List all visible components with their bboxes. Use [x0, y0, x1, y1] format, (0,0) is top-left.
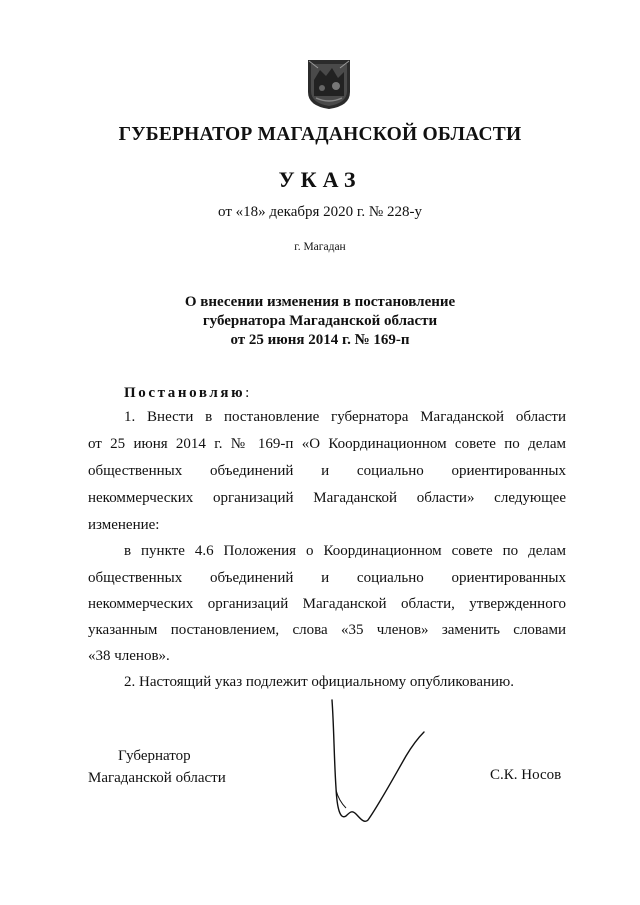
- ordain-word: Постановляю: [124, 385, 246, 401]
- subject-line: от 25 июня 2014 г. № 169-п: [230, 332, 410, 348]
- ordain-colon: :: [245, 385, 252, 401]
- body-line: 1. Внести в постановление губернатора Магаданской области: [124, 409, 566, 425]
- signatory-name: С.К. Носов: [490, 767, 562, 783]
- ordain-heading: [124, 385, 252, 402]
- body-line: некоммерческих организаций Магаданской области, утвержденного: [88, 596, 566, 612]
- document-type: УКАЗ: [278, 167, 362, 192]
- body-line: в пункте 4.6 Положения о Координационном совете по делам: [124, 543, 566, 559]
- body-line: от 25 июня 2014 г. № 169-п «О Координационном совете по делам: [88, 436, 566, 452]
- signatory-position: [88, 745, 226, 789]
- document-title: ГУБЕРНАТОР МАГАДАНСКОЙ ОБЛАСТИ: [118, 124, 522, 145]
- document-city: г. Магадан: [294, 241, 346, 253]
- position-line: Магаданской области: [88, 770, 226, 786]
- body-line: общественных объединений и социально ориентированных: [88, 570, 566, 586]
- body-line: 2. Настоящий указ подлежит официальному опубликованию.: [124, 674, 515, 690]
- body-line: общественных объединений и социально ориентированных: [88, 463, 566, 479]
- handwritten-signature: [320, 698, 440, 838]
- body-line: указанным постановлением, слова «35 членов» заменить словами: [88, 622, 566, 638]
- document-subject: [0, 293, 640, 350]
- subject-line: губернатора Магаданской области: [202, 313, 438, 329]
- body-line: изменение:: [88, 517, 160, 533]
- position-line: Губернатор: [118, 748, 191, 764]
- subject-line: О внесении изменения в постановление: [184, 294, 456, 310]
- body-line: «38 членов».: [88, 648, 170, 664]
- body-line: некоммерческих организаций Магаданской области» следующее: [88, 490, 566, 506]
- document-date-number: от «18» декабря 2020 г. № 228-у: [218, 204, 422, 220]
- coat-of-arms-icon: [306, 58, 352, 110]
